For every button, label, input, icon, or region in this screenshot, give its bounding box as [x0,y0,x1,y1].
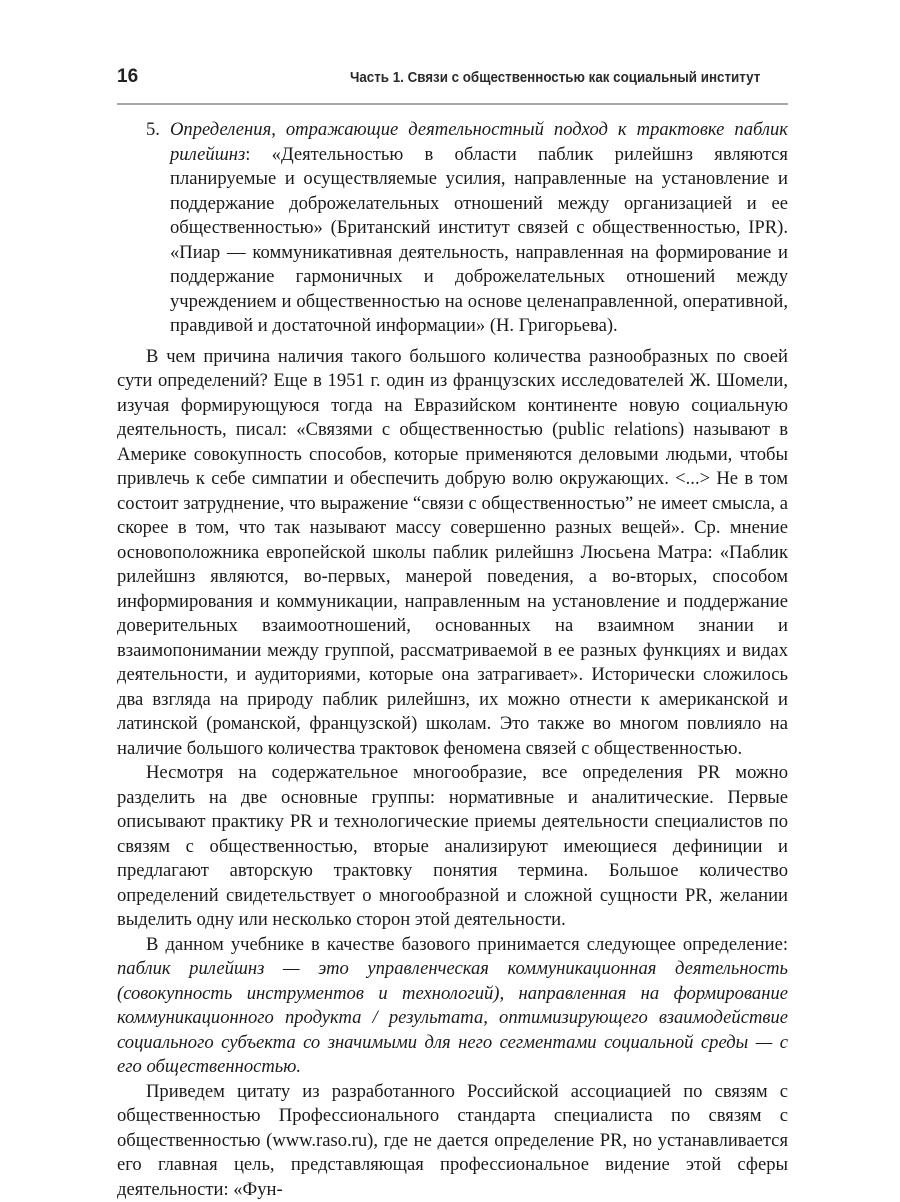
header-divider [117,103,788,105]
paragraph-raso-quote: Приведем цитату из разработанного Российской ассоциацией по связям с общественностью Профессионального стандарта специалиста по связям с общественностью (www.raso.ru), где не дается определение PR, но устанавливается его главная цель, представляющая профессиональное видение этой сферы деятельности: «Фун- [117,1080,788,1202]
paragraph-groups: Несмотря на содержательное многообразие, все определения PR можно разделить на две основные группы: нормативные и аналитические. Первые описывают практику PR и технологические приемы деятельности специалистов по связям с общественностью, вторые анализируют имеющиеся дефиниции и предлагают авторскую трактовку понятия термина. Большое количество определений свидетельствует о многообразной и сложной сущности PR, желании выделить одну или несколько сторон этой деятельности. [117,761,788,933]
numbered-list [117,118,788,339]
text-column [117,118,788,1202]
definition-italic-text: паблик рилейшнз — это управленческая коммуникационная деятельность (совокупность инструментов и технологий), направленная на формирование коммуникационного продукта / результата, оптимизирующего взаимодействие социального субъекта со значимыми для него сегментами социальной среды — с его общественностью. [117,958,788,1077]
running-head: Часть 1. Связи с общественностью как социальный институт [350,68,760,88]
paragraph-causes: В чем причина наличия такого большого количества разнообразных по своей сути определений? Еще в 1951 г. один из французских исследователей Ж. Шомели, изучая формирующуюся тогда на Евразийском континенте новую социальную деятельность, писал: «Связями с общественностью (public relations) называют в Америке совокупность способов, которые применяются деловыми людьми, чтобы привлечь к себе симпатии и обеспечить добрую волю окружающих. <...> Не в том состоит затруднение, что выражение “связи с общественностью” не имеет смысла, а скорее в том, что так называют массу совершенно разных вещей». Ср. мнение основоположника европейской школы паблик рилейшнз Люсьена Матра: «Паблик рилейшнз являются, во-первых, манерой поведения, а во-вторых, способом информирования и коммуникации, направленным на установление и поддержание доверительных взаимоотношений, основанных на взаимном знании и взаимопонимании между группой, рассматриваемой в ее разных функциях и видах деятельности, и аудиториями, которые она затрагивает». Исторически сложилось два взгляда на природу паблик рилейшнз, их можно отнести к американской и латинской (романской, французской) школам. Это также во многом повлияло на наличие большого количества трактовок феномена связей с общественностью. [117,345,788,762]
list-item-marker: 5. [146,118,160,143]
page-header [117,66,788,88]
list-item-body: : «Деятельностью в области паблик рилейшнз являются планируемые и осуществляемые усилия, направленные на установление и поддержание доброжелательных отношений между организацией и ее общественностью» (Британский институт связей с общественностью, IPR). «Пиар — коммуникативная деятельность, направленная на формирование и поддержание гармоничных и доброжелательных отношений между учреждением и общественностью на основе целенаправленной, оперативной, правдивой и достаточной информации» (Н. Григорьева). [170,144,788,337]
list-item-lead-italic: Определения, отражающие деятельностный подход к трактовке паблик рилейшнз [170,119,788,165]
definition-lead: В данном учебнике в качестве базового принимается следующее определение: [146,934,788,955]
list-item [117,118,788,339]
paragraph-base-definition [117,933,788,1080]
page-number: 16 [117,66,138,88]
